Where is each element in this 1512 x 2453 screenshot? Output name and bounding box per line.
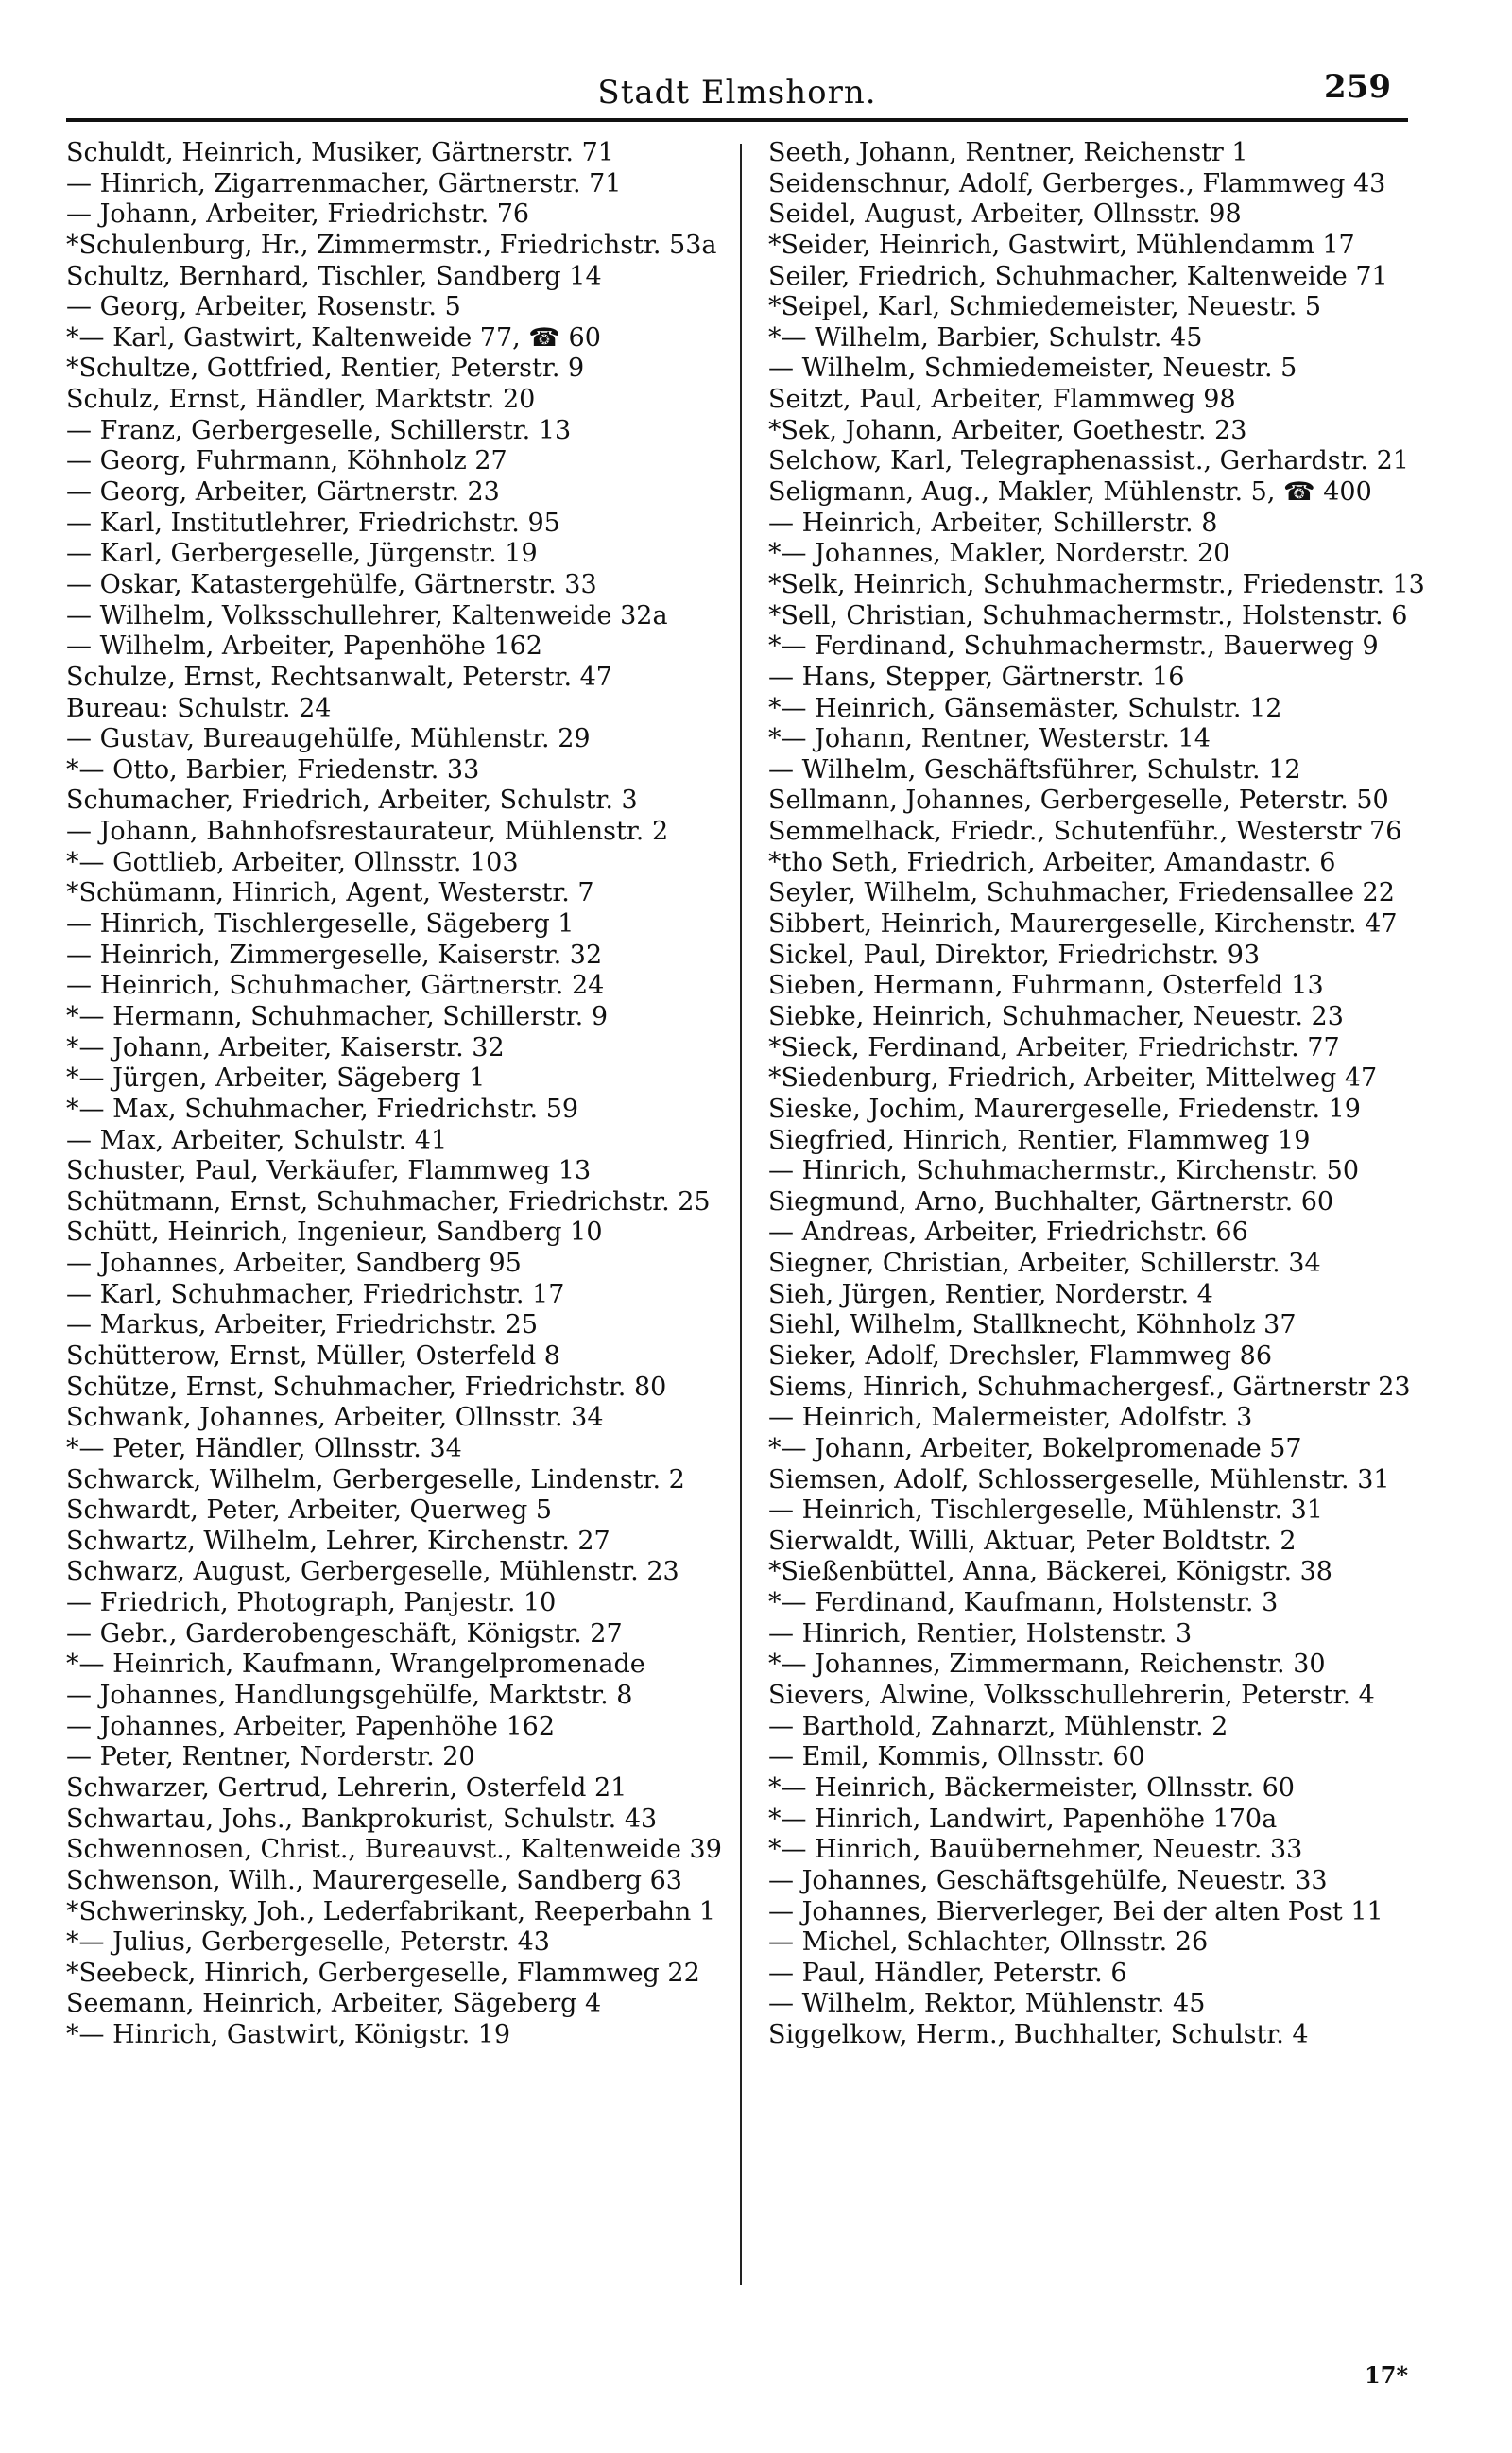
directory-entry: Schwartz, Wilhelm, Lehrer, Kirchenstr. 27 [66,1526,610,1556]
right-column [768,138,1430,2051]
directory-entry: Seligmann, Aug., Makler, Mühlenstr. 5, ☎ 400 [768,477,1372,508]
directory-entry: *— Ferdinand, Schuhmachermstr., Bauerweg 9 [768,631,1379,662]
directory-entry: *Schultze, Gottfried, Rentier, Peterstr. 9 [66,354,585,384]
directory-entry: Schumacher, Friedrich, Arbeiter, Schulstr. 3 [66,786,638,816]
directory-entry: *Selk, Heinrich, Schuhmachermstr., Friedenstr. 13 [768,569,1425,599]
page-title: Stadt Elmshorn. [597,74,877,112]
left-column [66,138,728,2051]
directory-entry: — Barthold, Zahnarzt, Mühlenstr. 2 [768,1711,1228,1741]
directory-entry: Bureau: Schulstr. 24 [66,693,332,723]
directory-entry: *— Otto, Barbier, Friedenstr. 33 [66,754,480,785]
directory-entry: Schütt, Heinrich, Ingenieur, Sandberg 10 [66,1218,603,1248]
directory-entry: *— Johannes, Zimmermann, Reichenstr. 30 [768,1650,1326,1680]
directory-entry: — Heinrich, Schuhmacher, Gärtnerstr. 24 [66,971,605,1001]
directory-entry: — Heinrich, Zimmergeselle, Kaiserstr. 32 [66,940,603,970]
directory-entry: — Peter, Rentner, Norderstr. 20 [66,1742,475,1772]
directory-entry: Seitzt, Paul, Arbeiter, Flammweg 98 [768,385,1236,415]
directory-entry: — Karl, Gerbergeselle, Jürgenstr. 19 [66,539,538,569]
directory-entry: — Gebr., Garderobengeschäft, Königstr. 27 [66,1618,623,1649]
directory-entry: *Siedenburg, Friedrich, Arbeiter, Mittelweg 47 [768,1063,1378,1094]
directory-entry: Schütterow, Ernst, Müller, Osterfeld 8 [66,1340,560,1371]
directory-entry: Siems, Hinrich, Schuhmachergesf., Gärtnerstr 23 [768,1372,1411,1402]
directory-entry: *— Heinrich, Gänsemäster, Schulstr. 12 [768,693,1282,723]
directory-entry: Sieben, Hermann, Fuhrmann, Osterfeld 13 [768,971,1324,1001]
directory-entry: *Seipel, Karl, Schmiedemeister, Neuestr. 5 [768,292,1322,322]
directory-entry: *— Peter, Händler, Ollnsstr. 34 [66,1433,462,1463]
directory-entry: Schultz, Bernhard, Tischler, Sandberg 14 [66,261,602,291]
directory-entry: — Heinrich, Arbeiter, Schillerstr. 8 [768,508,1218,538]
directory-entry: *— Max, Schuhmacher, Friedrichstr. 59 [66,1094,579,1124]
directory-entry: *Sieck, Ferdinand, Arbeiter, Friedrichstr. 77 [768,1032,1340,1062]
directory-entry: *Sell, Christian, Schuhmachermstr., Holstenstr. 6 [768,600,1408,631]
directory-entry: — Hinrich, Rentier, Holstenstr. 3 [768,1618,1193,1649]
directory-entry: Siehl, Wilhelm, Stallknecht, Köhnholz 37 [768,1310,1297,1340]
page-header [66,66,1408,125]
directory-entry: Sierwaldt, Willi, Aktuar, Peter Boldtstr. 2 [768,1526,1297,1556]
column-divider [740,144,742,2285]
directory-entry: Seyler, Wilhelm, Schuhmacher, Friedensallee 22 [768,878,1395,908]
directory-entry: — Heinrich, Malermeister, Adolfstr. 3 [768,1403,1253,1433]
directory-entry: — Markus, Arbeiter, Friedrichstr. 25 [66,1310,538,1340]
directory-entry: Schwennosen, Christ., Bureauvst., Kaltenweide 39 [66,1835,722,1865]
directory-entry: — Johannes, Arbeiter, Papenhöhe 162 [66,1711,555,1741]
directory-entry: — Wilhelm, Volksschullehrer, Kaltenweide 32a [66,600,668,631]
directory-entry: — Paul, Händler, Peterstr. 6 [768,1958,1127,1988]
directory-entry: *— Johannes, Makler, Norderstr. 20 [768,539,1230,569]
page-number: 259 [1324,68,1391,106]
directory-entry: Seemann, Heinrich, Arbeiter, Sägeberg 4 [66,1989,602,2019]
directory-entry: — Wilhelm, Schmiedemeister, Neuestr. 5 [768,354,1297,384]
directory-entry: — Karl, Institutlehrer, Friedrichstr. 95 [66,508,560,538]
directory-entry: *— Heinrich, Bäckermeister, Ollnsstr. 60 [768,1772,1295,1803]
directory-entry: Siggelkow, Herm., Buchhalter, Schulstr. 4 [768,2020,1309,2050]
directory-entry: Seidel, August, Arbeiter, Ollnsstr. 98 [768,199,1242,230]
directory-entry: Sickel, Paul, Direktor, Friedrichstr. 93 [768,940,1261,970]
directory-entry: Semmelhack, Friedr., Schutenführ., Westerstr 76 [768,817,1402,847]
directory-entry: — Georg, Arbeiter, Gärtnerstr. 23 [66,477,500,508]
directory-entry: — Max, Arbeiter, Schulstr. 41 [66,1125,448,1155]
header-rule [66,118,1408,122]
directory-entry: Sibbert, Heinrich, Maurergeselle, Kirchenstr. 47 [768,909,1398,940]
directory-entry: — Johann, Bahnhofsrestaurateur, Mühlenstr. 2 [66,817,669,847]
directory-entry: *— Heinrich, Kaufmann, Wrangelpromenade [66,1650,645,1680]
directory-entry: *— Jürgen, Arbeiter, Sägeberg 1 [66,1063,486,1094]
directory-entry: Schütmann, Ernst, Schuhmacher, Friedrichstr. 25 [66,1186,711,1217]
directory-entry: *— Julius, Gerbergeselle, Peterstr. 43 [66,1927,550,1958]
directory-entry: Sieker, Adolf, Drechsler, Flammweg 86 [768,1340,1273,1371]
directory-entry: *Sießenbüttel, Anna, Bäckerei, Königstr. 38 [768,1557,1332,1587]
directory-entry: — Emil, Kommis, Ollnsstr. 60 [768,1742,1145,1772]
directory-entry: Siegmund, Arno, Buchhalter, Gärtnerstr. 60 [768,1186,1334,1217]
directory-entry: Schwartau, Johs., Bankprokurist, Schulstr. 43 [66,1804,658,1834]
directory-entry: — Heinrich, Tischlergeselle, Mühlenstr. 31 [768,1495,1323,1526]
directory-entry: *— Wilhelm, Barbier, Schulstr. 45 [768,322,1203,353]
directory-entry: Schuster, Paul, Verkäufer, Flammweg 13 [66,1156,592,1186]
directory-entry: Schwank, Johannes, Arbeiter, Ollnsstr. 34 [66,1403,604,1433]
directory-entry: Schuldt, Heinrich, Musiker, Gärtnerstr. 71 [66,138,614,167]
directory-entry: — Karl, Schuhmacher, Friedrichstr. 17 [66,1279,565,1309]
directory-entry: *— Karl, Gastwirt, Kaltenweide 77, ☎ 60 [66,322,601,353]
directory-entry: — Johann, Arbeiter, Friedrichstr. 76 [66,199,530,230]
directory-entry: — Hinrich, Tischlergeselle, Sägeberg 1 [66,909,575,940]
directory-entry: *— Hermann, Schuhmacher, Schillerstr. 9 [66,1001,609,1031]
directory-entry: Siegfried, Hinrich, Rentier, Flammweg 19 [768,1125,1311,1155]
directory-entry: Seiler, Friedrich, Schuhmacher, Kaltenweide 71 [768,261,1388,291]
directory-entry: *Schümann, Hinrich, Agent, Westerstr. 7 [66,878,594,908]
directory-entry: Schwardt, Peter, Arbeiter, Querweg 5 [66,1495,553,1526]
directory-entry: — Johannes, Arbeiter, Sandberg 95 [66,1249,522,1279]
directory-entry: Schulze, Ernst, Rechtsanwalt, Peterstr. 47 [66,662,612,692]
directory-entry: — Georg, Fuhrmann, Köhnholz 27 [66,446,507,476]
directory-entry: *Seebeck, Hinrich, Gerbergeselle, Flammweg 22 [66,1958,700,1988]
directory-entry: Seeth, Johann, Rentner, Reichenstr 1 [768,138,1248,167]
directory-entry: — Oskar, Katastergehülfe, Gärtnerstr. 33 [66,569,597,599]
directory-entry: Selchow, Karl, Telegraphenassist., Gerhardstr. 21 [768,446,1409,476]
directory-entry: — Wilhelm, Geschäftsführer, Schulstr. 12 [768,754,1301,785]
directory-entry: *— Hinrich, Gastwirt, Königstr. 19 [66,2020,511,2050]
directory-entry: — Hinrich, Zigarrenmacher, Gärtnerstr. 71 [66,168,622,199]
directory-entry: — Wilhelm, Arbeiter, Papenhöhe 162 [66,631,542,662]
directory-entry: — Friedrich, Photograph, Panjestr. 10 [66,1588,557,1618]
directory-entry: *Schulenburg, Hr., Zimmermstr., Friedrichstr. 53a [66,230,717,260]
directory-entry: Sieh, Jürgen, Rentier, Norderstr. 4 [768,1279,1213,1309]
directory-entry: Sieske, Jochim, Maurergeselle, Friedenstr. 19 [768,1094,1361,1124]
directory-entry: *— Hinrich, Bauübernehmer, Neuestr. 33 [768,1835,1303,1865]
directory-entry: — Georg, Arbeiter, Rosenstr. 5 [66,292,461,322]
directory-entry: *— Johann, Arbeiter, Bokelpromenade 57 [768,1433,1302,1463]
directory-entry: — Johannes, Handlungsgehülfe, Marktstr. 8 [66,1681,633,1711]
directory-entry: Siebke, Heinrich, Schuhmacher, Neuestr. 23 [768,1001,1344,1031]
signature-mark: 17* [1365,2361,1408,2389]
directory-entry: *Sek, Johann, Arbeiter, Goethestr. 23 [768,415,1247,445]
directory-entry: — Gustav, Bureaugehülfe, Mühlenstr. 29 [66,724,591,754]
directory-entry: Schwenson, Wilh., Maurergeselle, Sandberg 63 [66,1865,682,1895]
directory-entry: *— Hinrich, Landwirt, Papenhöhe 170a [768,1804,1278,1834]
directory-entry: *— Gottlieb, Arbeiter, Ollnsstr. 103 [66,847,519,877]
directory-entry: Schulz, Ernst, Händler, Marktstr. 20 [66,385,536,415]
directory-entry: *— Ferdinand, Kaufmann, Holstenstr. 3 [768,1588,1279,1618]
directory-entry: *— Johann, Rentner, Westerstr. 14 [768,724,1211,754]
directory-entry: Siemsen, Adolf, Schlossergeselle, Mühlenstr. 31 [768,1464,1390,1494]
directory-entry: — Wilhelm, Rektor, Mühlenstr. 45 [768,1989,1206,2019]
directory-entry: Seidenschnur, Adolf, Gerberges., Flammweg 43 [768,168,1386,199]
directory-entry: Schwarz, August, Gerbergeselle, Mühlenstr. 23 [66,1557,679,1587]
directory-entry: Sievers, Alwine, Volksschullehrerin, Peterstr. 4 [768,1681,1375,1711]
directory-entry: — Hans, Stepper, Gärtnerstr. 16 [768,662,1185,692]
directory-entry: *— Johann, Arbeiter, Kaiserstr. 32 [66,1032,505,1062]
directory-entry: — Franz, Gerbergeselle, Schillerstr. 13 [66,415,572,445]
directory-entry: Schwarzer, Gertrud, Lehrerin, Osterfeld 21 [66,1772,627,1803]
directory-entry: Siegner, Christian, Arbeiter, Schillerstr. 34 [768,1249,1321,1279]
directory-entry: *tho Seth, Friedrich, Arbeiter, Amandastr. 6 [768,847,1336,877]
directory-entry: *Seider, Heinrich, Gastwirt, Mühlendamm 17 [768,230,1355,260]
directory-entry: — Hinrich, Schuhmachermstr., Kirchenstr. 50 [768,1156,1360,1186]
directory-entry: *Schwerinsky, Joh., Lederfabrikant, Reeperbahn 1 [66,1896,716,1926]
directory-entry: Schwarck, Wilhelm, Gerbergeselle, Lindenstr. 2 [66,1464,685,1494]
directory-entry: — Johannes, Bierverleger, Bei der alten Post 11 [768,1896,1383,1926]
directory-entry: — Michel, Schlachter, Ollnsstr. 26 [768,1927,1209,1958]
directory-entry: — Johannes, Geschäftsgehülfe, Neuestr. 33 [768,1865,1328,1895]
directory-entry: Sellmann, Johannes, Gerbergeselle, Peterstr. 50 [768,786,1389,816]
directory-entry: — Andreas, Arbeiter, Friedrichstr. 66 [768,1218,1248,1248]
directory-entry: Schütze, Ernst, Schuhmacher, Friedrichstr. 80 [66,1372,667,1402]
